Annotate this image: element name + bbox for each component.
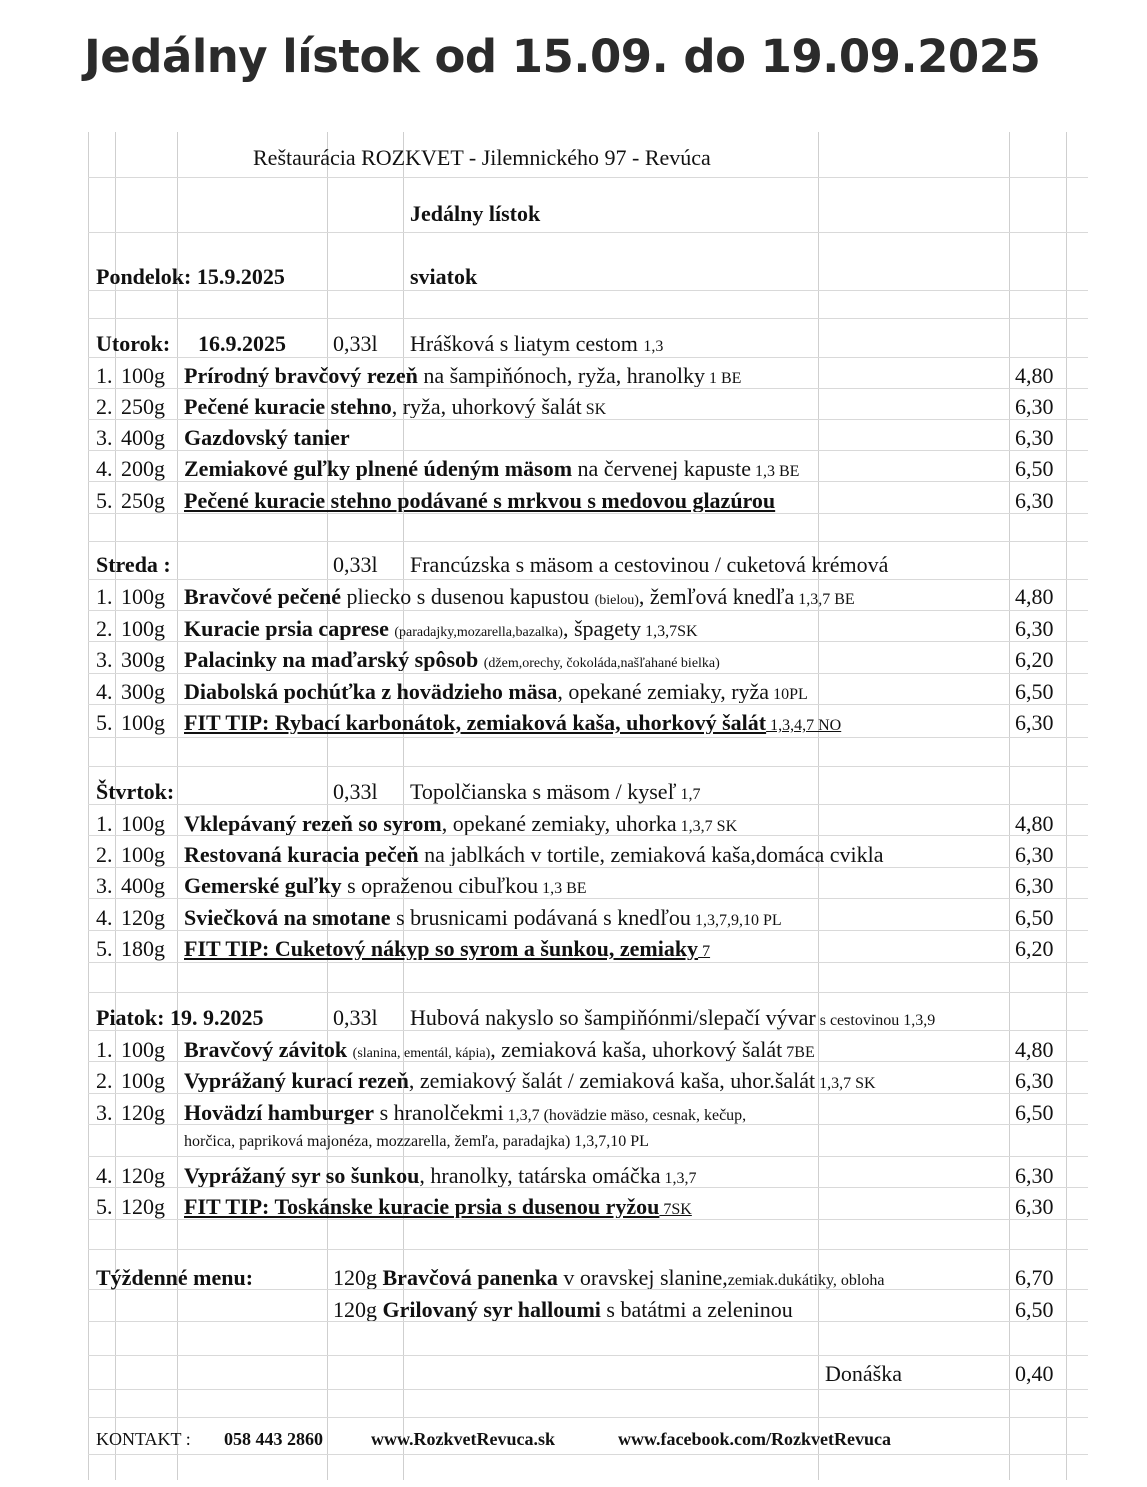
soup-qty: 0,33l bbox=[333, 1005, 378, 1030]
item-price: 6,50 bbox=[1015, 1100, 1054, 1125]
contact-phone: 058 443 2860 bbox=[224, 1429, 323, 1449]
menu-item: Vyprážaný kurací rezeň, zemiakový šalát / zemiaková kaša, uhor.šalát 1,3,7 SK bbox=[184, 1070, 876, 1092]
menu-label: Jedálny lístok bbox=[410, 201, 541, 226]
grid-line bbox=[88, 992, 1088, 993]
item-number: 3. bbox=[96, 873, 113, 898]
grid-line bbox=[88, 318, 1088, 319]
item-number: 5. bbox=[96, 488, 113, 513]
item-quantity: 180g bbox=[121, 936, 165, 961]
item-quantity: 100g bbox=[121, 842, 165, 867]
item-price: 6,70 bbox=[1015, 1265, 1054, 1290]
item-price: 4,80 bbox=[1015, 363, 1054, 388]
menu-item: Sviečková na smotane s brusnicami podávaná s knedľou 1,3,7,9,10 PL bbox=[184, 907, 782, 929]
grid-line bbox=[88, 766, 1088, 767]
grid-line bbox=[88, 1355, 1088, 1356]
grid-line bbox=[88, 1219, 1088, 1220]
grid-line bbox=[88, 804, 1088, 805]
day-label-tuesday: Utorok: bbox=[96, 331, 171, 356]
grid-line bbox=[88, 1124, 1088, 1125]
item-price: 6,50 bbox=[1015, 679, 1054, 704]
item-number: 4. bbox=[96, 905, 113, 930]
item-number: 3. bbox=[96, 425, 113, 450]
page-title: Jedálny lístok od 15.09. do 19.09.2025 bbox=[84, 30, 1041, 83]
item-price: 4,80 bbox=[1015, 584, 1054, 609]
item-price: 6,20 bbox=[1015, 936, 1054, 961]
contact-facebook-link[interactable]: www.facebook.com/RozkvetRevuca bbox=[618, 1429, 891, 1449]
item-price: 4,80 bbox=[1015, 811, 1054, 836]
grid-line bbox=[88, 388, 1088, 389]
grid-line bbox=[88, 541, 1088, 542]
item-quantity: 120g bbox=[121, 1194, 165, 1219]
menu-item: Diabolská pochúťka z hovädzieho mäsa, opekané zemiaky, ryža 10PL bbox=[184, 681, 808, 703]
day-label-wednesday: Streda : bbox=[96, 552, 171, 577]
grid-line bbox=[88, 1093, 1088, 1094]
item-price: 6,30 bbox=[1015, 873, 1054, 898]
item-number: 5. bbox=[96, 1194, 113, 1219]
grid-line bbox=[88, 610, 1088, 611]
item-number: 5. bbox=[96, 936, 113, 961]
item-price: 6,30 bbox=[1015, 616, 1054, 641]
menu-item: FIT TIP: Toskánske kuracie prsia s dusenou ryžou 7SK bbox=[184, 1196, 692, 1218]
item-price: 6,30 bbox=[1015, 488, 1054, 513]
item-price: 6,30 bbox=[1015, 842, 1054, 867]
grid-line bbox=[88, 1454, 1088, 1455]
grid-line bbox=[88, 1389, 1088, 1390]
item-price: 6,50 bbox=[1015, 456, 1054, 481]
grid-line bbox=[88, 579, 1088, 580]
item-number: 2. bbox=[96, 1068, 113, 1093]
weekly-menu-label: Týždenné menu: bbox=[96, 1265, 254, 1290]
item-price: 6,30 bbox=[1015, 394, 1054, 419]
item-number: 2. bbox=[96, 394, 113, 419]
item-quantity: 400g bbox=[121, 425, 165, 450]
menu-item: Pečené kuracie stehno, ryža, uhorkový šalát SK bbox=[184, 396, 607, 418]
grid-line bbox=[1066, 132, 1067, 1480]
item-quantity: 250g bbox=[121, 394, 165, 419]
grid-line bbox=[88, 232, 1088, 233]
grid-line bbox=[88, 177, 1088, 178]
menu-item: Vklepávaný rezeň so syrom, opekané zemiaky, uhorka 1,3,7 SK bbox=[184, 813, 738, 835]
grid-line bbox=[88, 1187, 1088, 1188]
item-number: 1. bbox=[96, 811, 113, 836]
item-quantity: 100g bbox=[121, 811, 165, 836]
contact-website-link[interactable]: www.RozkvetRevuca.sk bbox=[371, 1429, 555, 1449]
item-number: 2. bbox=[96, 616, 113, 641]
weekly-menu-item: 120g Grilovaný syr halloumi s batátmi a zeleninou bbox=[333, 1299, 793, 1321]
item-quantity: 100g bbox=[121, 616, 165, 641]
item-number: 5. bbox=[96, 710, 113, 735]
item-price: 6,30 bbox=[1015, 710, 1054, 735]
grid-line bbox=[88, 450, 1088, 451]
day-label-friday: Piatok: 19. 9.2025 bbox=[96, 1005, 264, 1030]
item-quantity: 100g bbox=[121, 710, 165, 735]
item-quantity: 120g bbox=[121, 905, 165, 930]
soup-qty: 0,33l bbox=[333, 779, 378, 804]
soup: Hrášková s liatym cestom 1,3 bbox=[410, 331, 664, 356]
soup: Topolčianska s mäsom / kyseľ 1,7 bbox=[410, 779, 701, 804]
grid-line bbox=[88, 419, 1088, 420]
day-label-monday: Pondelok: 15.9.2025 bbox=[96, 264, 285, 289]
delivery-price: 0,40 bbox=[1015, 1361, 1054, 1386]
item-number: 1. bbox=[96, 1037, 113, 1062]
grid-line bbox=[88, 1417, 1088, 1418]
item-number: 3. bbox=[96, 1100, 113, 1125]
menu-item: FIT TIP: Rybací karbonátok, zemiaková kaša, uhorkový šalát 1,3,4,7 NO bbox=[184, 712, 842, 734]
item-number: 4. bbox=[96, 679, 113, 704]
menu-item: Restovaná kuracia pečeň na jablkách v tortile, zemiaková kaša,domáca cvikla bbox=[184, 844, 884, 866]
grid-line bbox=[88, 1249, 1088, 1250]
grid-line bbox=[88, 1156, 1088, 1157]
item-quantity: 100g bbox=[121, 584, 165, 609]
contact-label: KONTAKT : bbox=[96, 1429, 191, 1449]
grid-line bbox=[88, 673, 1088, 674]
item-quantity: 400g bbox=[121, 873, 165, 898]
item-price: 6,30 bbox=[1015, 1194, 1054, 1219]
menu-item: Kuracie prsia caprese (paradajky,mozarella,bazalka), špagety 1,3,7SK bbox=[184, 618, 698, 640]
day-label-thursday: Štvrtok: bbox=[96, 779, 175, 804]
item-number: 2. bbox=[96, 842, 113, 867]
holiday-note: sviatok bbox=[410, 264, 478, 289]
item-number: 1. bbox=[96, 584, 113, 609]
grid-line bbox=[88, 867, 1088, 868]
item-price: 6,30 bbox=[1015, 425, 1054, 450]
grid-line bbox=[88, 641, 1088, 642]
delivery-label: Donáška bbox=[825, 1361, 902, 1386]
grid-line bbox=[88, 1321, 1088, 1322]
item-quantity: 120g bbox=[121, 1163, 165, 1188]
grid-line bbox=[88, 132, 89, 1480]
grid-line bbox=[88, 357, 1088, 358]
item-quantity: 120g bbox=[121, 1100, 165, 1125]
menu-item: Prírodný bravčový rezeň na šampiňónoch, ryža, hranolky 1 BE bbox=[184, 365, 742, 387]
weekly-menu-item: 120g Bravčová panenka v oravskej slanine,zemiak.dukátiky, obloha bbox=[333, 1267, 885, 1289]
grid-line bbox=[327, 132, 328, 1480]
item-quantity: 100g bbox=[121, 1037, 165, 1062]
menu-item: Gemerské guľky s opraženou cibuľkou 1,3 BE bbox=[184, 875, 587, 897]
item-quantity: 300g bbox=[121, 679, 165, 704]
grid-line bbox=[88, 1030, 1088, 1031]
menu-item-continuation: horčica, papriková majonéza, mozzarella, žemľa, paradajka) 1,3,7,10 PL bbox=[184, 1133, 649, 1150]
grid-line bbox=[88, 898, 1088, 899]
menu-item: Zemiakové guľky plnené údeným mäsom na červenej kapuste 1,3 BE bbox=[184, 458, 800, 480]
item-quantity: 250g bbox=[121, 488, 165, 513]
item-quantity: 200g bbox=[121, 456, 165, 481]
menu-item: Pečené kuracie stehno podávané s mrkvou s medovou glazúrou bbox=[184, 490, 776, 512]
item-quantity: 100g bbox=[121, 1068, 165, 1093]
item-price: 6,50 bbox=[1015, 905, 1054, 930]
menu-item: Vyprážaný syr so šunkou, hranolky, tatárska omáčka 1,3,7 bbox=[184, 1165, 697, 1187]
item-price: 6,50 bbox=[1015, 1297, 1054, 1322]
grid-line bbox=[88, 962, 1088, 963]
item-price: 6,20 bbox=[1015, 647, 1054, 672]
day-date-tuesday: 16.9.2025 bbox=[198, 331, 286, 356]
soup: Hubová nakyslo so šampiňónmi/slepačí vývar s cestovinou 1,3,9 bbox=[410, 1005, 936, 1030]
grid-line bbox=[88, 481, 1088, 482]
restaurant-name: Reštaurácia ROZKVET - Jilemnického 97 - Revúca bbox=[253, 145, 711, 170]
item-quantity: 100g bbox=[121, 363, 165, 388]
soup-qty: 0,33l bbox=[333, 552, 378, 577]
item-number: 1. bbox=[96, 363, 113, 388]
menu-item: FIT TIP: Cuketový nákyp so syrom a šunkou, zemiaky 7 bbox=[184, 938, 711, 960]
item-price: 4,80 bbox=[1015, 1037, 1054, 1062]
menu-item: Hovädzí hamburger s hranolčekmi 1,3,7 (hovädzie mäso, cesnak, kečup, bbox=[184, 1102, 747, 1124]
item-price: 6,30 bbox=[1015, 1163, 1054, 1188]
menu-item: Gazdovský tanier bbox=[184, 427, 350, 449]
menu-item: Bravčový závitok (slanina, ementál, kápia), zemiaková kaša, uhorkový šalát 7BE bbox=[184, 1039, 815, 1061]
grid-line bbox=[88, 835, 1088, 836]
grid-line bbox=[88, 513, 1088, 514]
grid-line bbox=[88, 704, 1088, 705]
grid-line bbox=[88, 737, 1088, 738]
soup: Francúzska s mäsom a cestovinou / cuketová krémová bbox=[410, 552, 889, 577]
soup-qty: 0,33l bbox=[333, 331, 378, 356]
item-price: 6,30 bbox=[1015, 1068, 1054, 1093]
item-number: 3. bbox=[96, 647, 113, 672]
grid-line bbox=[88, 290, 1088, 291]
grid-line bbox=[88, 1061, 1088, 1062]
menu-item: Bravčové pečené pliecko s dusenou kapustou (bielou), žemľová knedľa 1,3,7 BE bbox=[184, 586, 855, 608]
item-number: 4. bbox=[96, 456, 113, 481]
item-number: 4. bbox=[96, 1163, 113, 1188]
menu-item: Palacinky na maďarský spôsob (džem,orechy, čokoláda,našľahané bielka) bbox=[184, 649, 720, 671]
item-quantity: 300g bbox=[121, 647, 165, 672]
grid-line bbox=[88, 930, 1088, 931]
